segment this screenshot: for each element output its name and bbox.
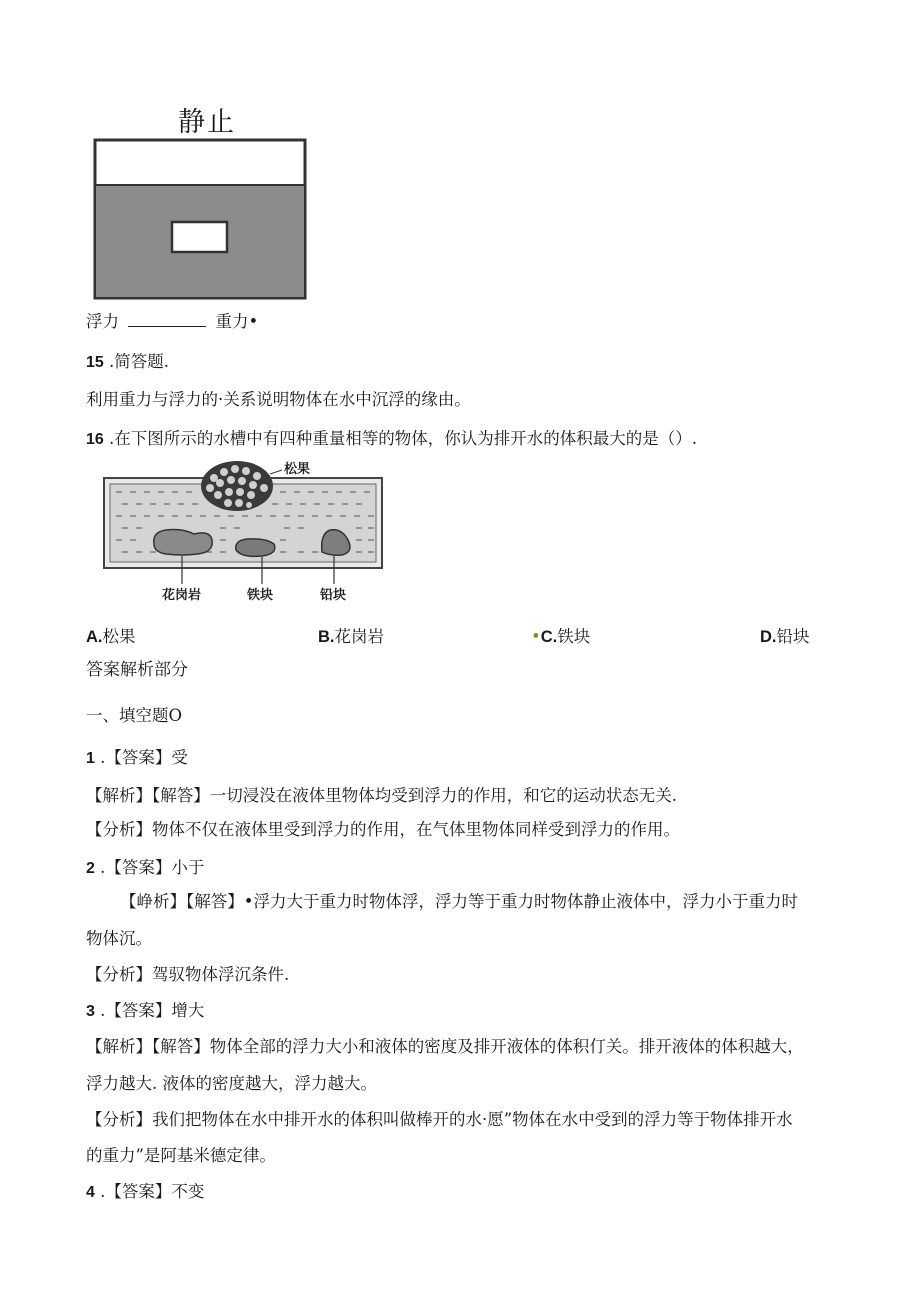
answer-1-analysis: 【解析】【解答】一切浸没在液体里物体均受到浮力的作用，和它的运动状态无关.	[86, 786, 677, 805]
answer-2-number: 2	[86, 860, 95, 877]
answer-2	[86, 857, 204, 880]
granite-label: 花岗岩	[162, 588, 202, 603]
answer-4-text: .【答案】不变	[100, 1182, 205, 1201]
option-a-text: 松果	[102, 627, 136, 646]
option-a-letter: A.	[86, 628, 103, 646]
option-c-letter: C.	[540, 628, 558, 646]
q16-number: 16	[86, 431, 104, 448]
iron-label: 铁块	[247, 588, 274, 603]
water-tank-figure	[102, 456, 388, 608]
answers-section-title: 答案解析部分	[86, 660, 188, 680]
option-d[interactable]	[760, 626, 810, 648]
option-a[interactable]	[86, 626, 136, 648]
q14-blank-line	[86, 311, 258, 333]
option-c-bullet: •	[531, 627, 541, 646]
answer-3-number: 3	[86, 1003, 95, 1020]
submerged-block	[172, 222, 227, 252]
option-c-text: 铁块	[557, 627, 591, 646]
pinecone-label: 松果	[284, 462, 311, 477]
answer-3-analysis-cont: 浮力越大. 液体的密度越大，浮力越大。	[86, 1074, 377, 1093]
lead-label: 铅块	[320, 588, 347, 603]
answer-1-number: 1	[86, 750, 95, 767]
granite-object	[154, 530, 212, 556]
answer-3	[86, 1000, 204, 1023]
pinecone-leader-line	[270, 470, 282, 474]
answer-3-analysis: 【解析】【解答】物体全部的浮力大小和液体的密度及排开液体的体积仃关。排开液体的体积越大，	[86, 1037, 804, 1056]
q15-number: 15	[86, 354, 104, 371]
option-d-text: 铅块	[776, 627, 810, 646]
answer-2-text: .【答案】小于	[100, 858, 205, 877]
answer-3-text: .【答案】增大	[100, 1001, 205, 1020]
answer-3-note-cont: 的重力”是阿基米德定律。	[86, 1146, 276, 1165]
answer-blank[interactable]	[128, 312, 206, 327]
q15-text: 利用重力与浮力的·关系说明物体在水中沉浮的缘由。	[86, 390, 471, 409]
answer-4-number: 4	[86, 1184, 95, 1201]
answer-4	[86, 1181, 204, 1204]
answer-2-analysis: 【峥析】【解答】•浮力大于重力时物体浮，浮力等于重力时物体静止液体中，浮力小于重力时	[120, 892, 798, 911]
static-block-figure	[92, 138, 310, 302]
option-b-letter: B.	[318, 628, 335, 646]
answer-1-note: 【分析】物体不仅在液体里受到浮力的作用，在气体里物体同样受到浮力的作用。	[86, 820, 680, 839]
q16-header	[86, 428, 697, 451]
answer-3-note: 【分析】我们把物体在水中排开水的体积叫做棒开的水·愿”物体在水中受到的浮力等于物体排开水	[86, 1110, 793, 1129]
iron-object	[236, 539, 275, 557]
answer-1-text: .【答案】受	[100, 748, 188, 767]
q16-text: .在下图所示的水槽中有四种重量相等的物体，你认为排开水的体积最大的是（）.	[109, 429, 698, 448]
option-c[interactable]	[531, 626, 590, 648]
figure-title-static: 静止	[178, 107, 236, 138]
gravity-label: 重力•	[215, 312, 259, 331]
answers-subsection: 一、填空题O	[86, 706, 183, 725]
q15-header	[86, 351, 169, 374]
answer-1	[86, 747, 188, 770]
option-b-text: 花岗岩	[334, 627, 384, 646]
option-d-letter: D.	[760, 628, 777, 646]
q15-label: .简答题.	[109, 352, 170, 371]
option-b[interactable]	[318, 626, 384, 648]
answer-2-analysis-cont: 物体沉。	[86, 929, 152, 948]
answer-2-note: 【分析】驾驭物体浮沉条件.	[86, 965, 290, 984]
buoyancy-label: 浮力	[86, 312, 119, 331]
pinecone-object	[201, 461, 273, 511]
